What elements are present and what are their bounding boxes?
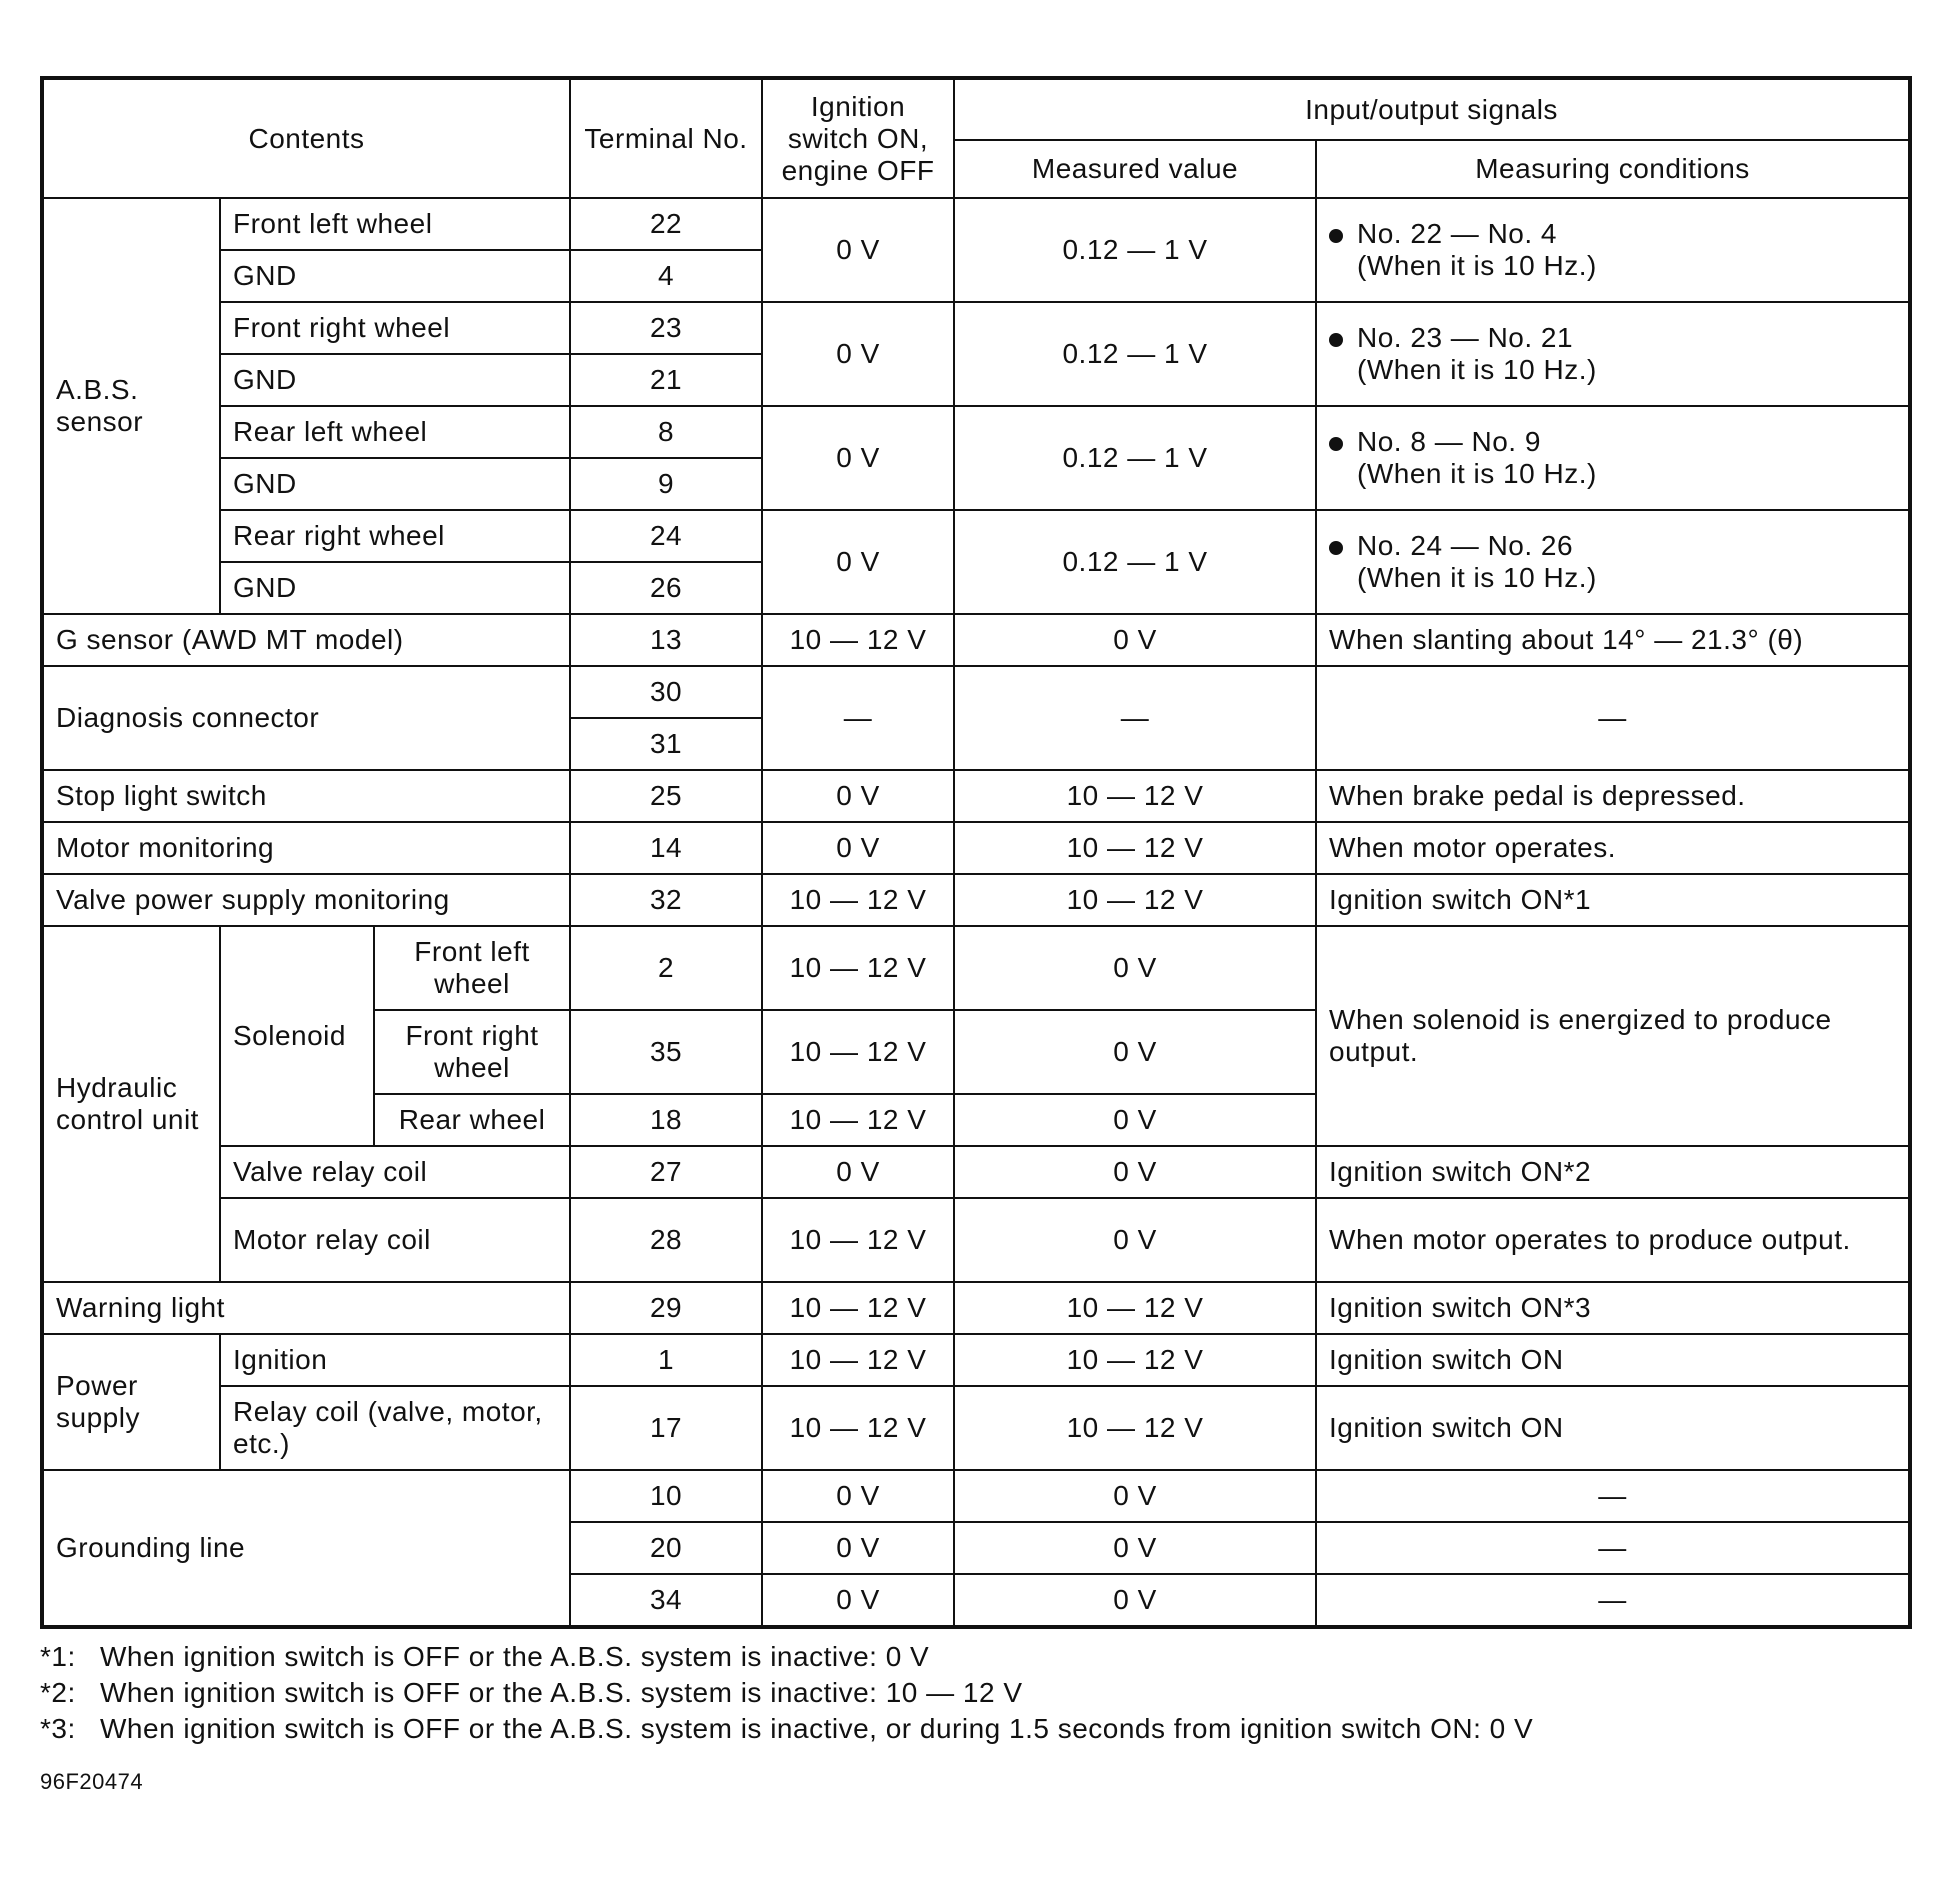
measuring-condition: No. 24 — No. 26 (When it is 10 Hz.) bbox=[1316, 510, 1910, 614]
terminal-no: 32 bbox=[570, 874, 762, 926]
header-contents: Contents bbox=[42, 78, 570, 198]
motor-monitoring-label: Motor monitoring bbox=[42, 822, 570, 874]
motor-relay-coil-label: Motor relay coil bbox=[220, 1198, 570, 1282]
hydraulic-control-unit-group: Hydraulic control unit bbox=[42, 926, 220, 1282]
measuring-condition: When solenoid is energized to produce output. bbox=[1316, 926, 1910, 1146]
measured-value: 10 — 12 V bbox=[954, 1334, 1316, 1386]
document bbox=[40, 76, 1908, 1795]
valve-relay-coil-label: Valve relay coil bbox=[220, 1146, 570, 1198]
bullet-icon bbox=[1329, 229, 1343, 243]
measured-value: — bbox=[954, 666, 1316, 770]
solenoid-item: Rear wheel bbox=[374, 1094, 570, 1146]
measured-value: 0.12 — 1 V bbox=[954, 198, 1316, 302]
measuring-condition: When slanting about 14° — 21.3° (θ) bbox=[1316, 614, 1910, 666]
ignition-value: 0 V bbox=[762, 302, 954, 406]
header-ignition: Ignition switch ON, engine OFF bbox=[762, 78, 954, 198]
bullet-icon bbox=[1329, 333, 1343, 347]
ignition-value: 0 V bbox=[762, 406, 954, 510]
measured-value: 0.12 — 1 V bbox=[954, 406, 1316, 510]
ignition-value: 0 V bbox=[762, 1574, 954, 1627]
ignition-value: 0 V bbox=[762, 770, 954, 822]
abs-item: Front right wheel bbox=[220, 302, 570, 354]
abs-item: GND bbox=[220, 250, 570, 302]
grounding-line-label: Grounding line bbox=[42, 1470, 570, 1627]
measured-value: 0 V bbox=[954, 1470, 1316, 1522]
ignition-value: — bbox=[762, 666, 954, 770]
header-measuring-conditions: Measuring conditions bbox=[1316, 140, 1910, 198]
ignition-value: 10 — 12 V bbox=[762, 614, 954, 666]
measuring-condition: No. 8 — No. 9 (When it is 10 Hz.) bbox=[1316, 406, 1910, 510]
measured-value: 0 V bbox=[954, 1198, 1316, 1282]
measured-value: 0 V bbox=[954, 926, 1316, 1010]
abs-item: Front left wheel bbox=[220, 198, 570, 250]
terminal-no: 26 bbox=[570, 562, 762, 614]
terminal-no: 22 bbox=[570, 198, 762, 250]
diagnosis-connector-label: Diagnosis connector bbox=[42, 666, 570, 770]
terminal-no: 30 bbox=[570, 666, 762, 718]
warning-light-label: Warning light bbox=[42, 1282, 570, 1334]
terminal-no: 10 bbox=[570, 1470, 762, 1522]
measuring-condition: Ignition switch ON*2 bbox=[1316, 1146, 1910, 1198]
measured-value: 10 — 12 V bbox=[954, 1386, 1316, 1470]
ignition-value: 0 V bbox=[762, 1146, 954, 1198]
ignition-value: 10 — 12 V bbox=[762, 1334, 954, 1386]
footnote: *3: When ignition switch is OFF or the A.B.S. system is inactive, or during 1.5 seconds from ignition switch ON: 0 V bbox=[40, 1713, 1534, 1744]
abs-sensor-group: A.B.S. sensor bbox=[42, 198, 220, 614]
ignition-value: 0 V bbox=[762, 510, 954, 614]
measured-value: 0 V bbox=[954, 614, 1316, 666]
power-item: Ignition bbox=[220, 1334, 570, 1386]
power-item: Relay coil (valve, motor, etc.) bbox=[220, 1386, 570, 1470]
ignition-value: 10 — 12 V bbox=[762, 1094, 954, 1146]
ignition-value: 0 V bbox=[762, 1522, 954, 1574]
measuring-condition: Ignition switch ON bbox=[1316, 1334, 1910, 1386]
solenoid-label: Solenoid bbox=[220, 926, 374, 1146]
abs-item: Rear left wheel bbox=[220, 406, 570, 458]
measured-value: 10 — 12 V bbox=[954, 1282, 1316, 1334]
measured-value: 10 — 12 V bbox=[954, 822, 1316, 874]
abs-item: GND bbox=[220, 354, 570, 406]
terminal-no: 2 bbox=[570, 926, 762, 1010]
terminal-no: 9 bbox=[570, 458, 762, 510]
ignition-value: 10 — 12 V bbox=[762, 1198, 954, 1282]
power-supply-group: Power supply bbox=[42, 1334, 220, 1470]
measuring-condition: — bbox=[1316, 666, 1910, 770]
terminal-no: 28 bbox=[570, 1198, 762, 1282]
measuring-condition: Ignition switch ON bbox=[1316, 1386, 1910, 1470]
terminal-no: 13 bbox=[570, 614, 762, 666]
header-terminal: Terminal No. bbox=[570, 78, 762, 198]
measuring-condition: — bbox=[1316, 1470, 1910, 1522]
terminal-no: 20 bbox=[570, 1522, 762, 1574]
measuring-condition: When motor operates. bbox=[1316, 822, 1910, 874]
ignition-value: 10 — 12 V bbox=[762, 926, 954, 1010]
measured-value: 10 — 12 V bbox=[954, 874, 1316, 926]
measuring-condition: No. 23 — No. 21 (When it is 10 Hz.) bbox=[1316, 302, 1910, 406]
measured-value: 0 V bbox=[954, 1010, 1316, 1094]
ignition-value: 0 V bbox=[762, 198, 954, 302]
measured-value: 0 V bbox=[954, 1094, 1316, 1146]
document-code: 96F20474 bbox=[40, 1769, 144, 1794]
bullet-icon bbox=[1329, 437, 1343, 451]
terminal-no: 29 bbox=[570, 1282, 762, 1334]
bullet-icon bbox=[1329, 541, 1343, 555]
ignition-value: 10 — 12 V bbox=[762, 1386, 954, 1470]
measured-value: 0 V bbox=[954, 1146, 1316, 1198]
ignition-value: 10 — 12 V bbox=[762, 874, 954, 926]
terminal-no: 1 bbox=[570, 1334, 762, 1386]
terminal-no: 27 bbox=[570, 1146, 762, 1198]
solenoid-item: Front left wheel bbox=[374, 926, 570, 1010]
measured-value: 10 — 12 V bbox=[954, 770, 1316, 822]
terminal-no: 8 bbox=[570, 406, 762, 458]
solenoid-item: Front right wheel bbox=[374, 1010, 570, 1094]
abs-item: GND bbox=[220, 458, 570, 510]
g-sensor-label: G sensor (AWD MT model) bbox=[42, 614, 570, 666]
footnotes bbox=[40, 1639, 1908, 1747]
measured-value: 0.12 — 1 V bbox=[954, 302, 1316, 406]
measured-value: 0 V bbox=[954, 1522, 1316, 1574]
terminal-no: 21 bbox=[570, 354, 762, 406]
footnote: *1: When ignition switch is OFF or the A.B.S. system is inactive: 0 V bbox=[40, 1641, 930, 1672]
measured-value: 0.12 — 1 V bbox=[954, 510, 1316, 614]
terminal-no: 35 bbox=[570, 1010, 762, 1094]
ignition-value: 0 V bbox=[762, 822, 954, 874]
measuring-condition: When brake pedal is depressed. bbox=[1316, 770, 1910, 822]
measuring-condition: When motor operates to produce output. bbox=[1316, 1198, 1910, 1282]
header-io-signals: Input/output signals bbox=[954, 78, 1910, 140]
measuring-condition: Ignition switch ON*3 bbox=[1316, 1282, 1910, 1334]
measured-value: 0 V bbox=[954, 1574, 1316, 1627]
terminal-no: 34 bbox=[570, 1574, 762, 1627]
measuring-condition: No. 22 — No. 4 (When it is 10 Hz.) bbox=[1316, 198, 1910, 302]
ignition-value: 0 V bbox=[762, 1470, 954, 1522]
ignition-value: 10 — 12 V bbox=[762, 1282, 954, 1334]
abs-signal-table bbox=[40, 76, 1912, 1629]
terminal-no: 4 bbox=[570, 250, 762, 302]
terminal-no: 31 bbox=[570, 718, 762, 770]
ignition-value: 10 — 12 V bbox=[762, 1010, 954, 1094]
valve-power-supply-monitoring-label: Valve power supply monitoring bbox=[42, 874, 570, 926]
terminal-no: 24 bbox=[570, 510, 762, 562]
measuring-condition: — bbox=[1316, 1574, 1910, 1627]
terminal-no: 25 bbox=[570, 770, 762, 822]
terminal-no: 18 bbox=[570, 1094, 762, 1146]
terminal-no: 17 bbox=[570, 1386, 762, 1470]
header-measured-value: Measured value bbox=[954, 140, 1316, 198]
footnote: *2: When ignition switch is OFF or the A.B.S. system is inactive: 10 — 12 V bbox=[40, 1677, 1023, 1708]
abs-item: GND bbox=[220, 562, 570, 614]
terminal-no: 23 bbox=[570, 302, 762, 354]
abs-item: Rear right wheel bbox=[220, 510, 570, 562]
measuring-condition: — bbox=[1316, 1522, 1910, 1574]
terminal-no: 14 bbox=[570, 822, 762, 874]
stop-light-switch-label: Stop light switch bbox=[42, 770, 570, 822]
measuring-condition: Ignition switch ON*1 bbox=[1316, 874, 1910, 926]
